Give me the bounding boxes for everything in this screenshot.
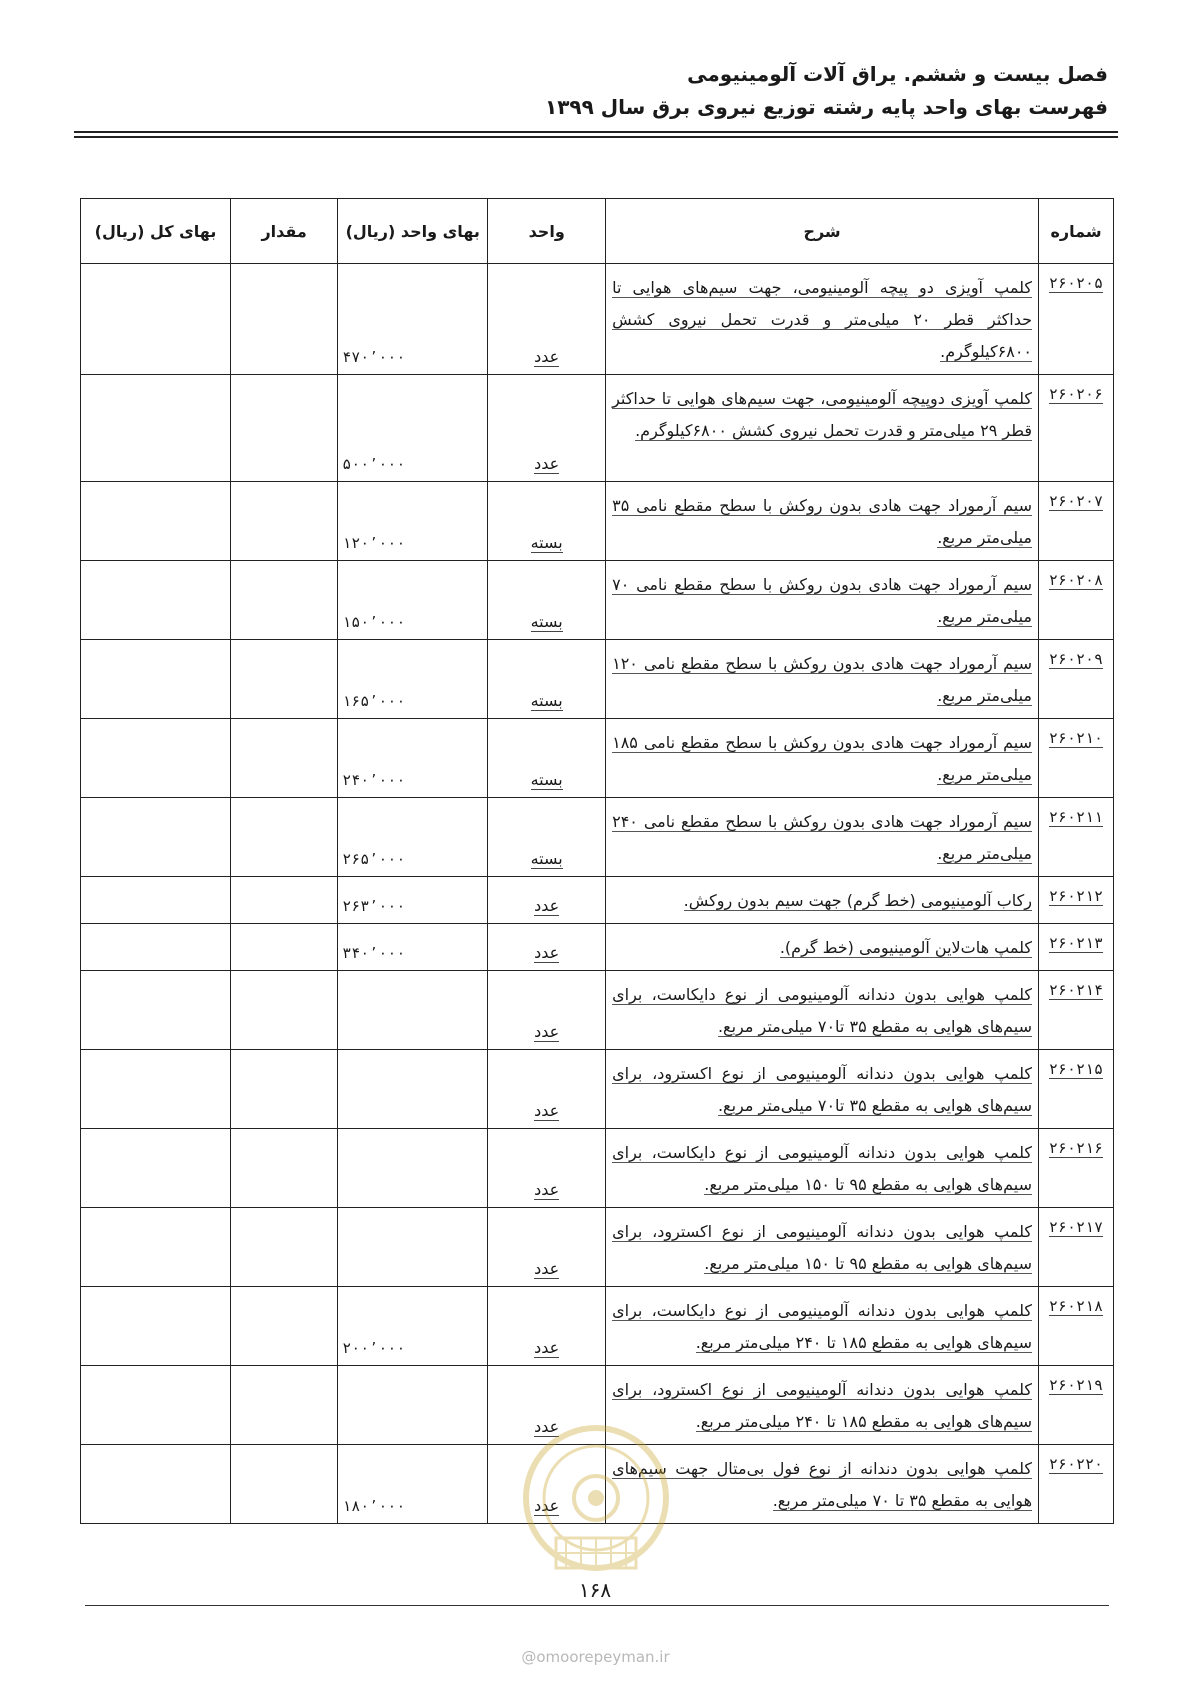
item-number: ۲۶۰۲۱۳ [1048,934,1104,952]
item-number: ۲۶۰۲۰۷ [1048,492,1104,510]
item-unit-cell [488,798,606,877]
column-header-total-price: بهای کل (ریال) [81,199,231,264]
item-total-price [81,924,231,971]
item-unit-price: ۱۸۰٬۰۰۰ [338,1445,488,1524]
table-row [81,561,1114,640]
item-quantity [231,375,338,482]
item-unit: عدد [534,943,560,962]
item-number: ۲۶۰۲۱۴ [1048,981,1104,999]
column-header-number: شماره [1039,199,1114,264]
item-unit: عدد [534,454,560,473]
item-quantity [231,1129,338,1208]
table-row [81,375,1114,482]
item-description: کلمپ هوایی بدون دندانه آلومینیومی از نوع اکسترود، برای سیم‌های هوایی به مقطع ۳۵ تا۷۰ میلی‌متر مربع. [612,1064,1032,1115]
item-number-cell [1039,719,1114,798]
item-unit-price [338,1129,488,1208]
table-row [81,264,1114,375]
item-description: کلمپ آویزی دو پیچه آلومینیومی، جهت سیم‌های هوایی تا حداکثر قطر ۲۰ میلی‌متر و قدرت تحمل نیروی کشش ۶۸۰۰کیلوگرم. [612,278,1032,361]
table-row [81,1366,1114,1445]
item-description: کلمپ هات‌لاین آلومینیومی (خط گرم). [779,938,1032,957]
document-title: فهرست بهای واحد پایه رشته توزیع نیروی برق سال ۱۳۹۹ [545,95,1108,119]
table-row [81,1050,1114,1129]
item-description: کلمپ هوایی بدون دندانه آلومینیومی از نوع دایکاست، برای سیم‌های هوایی به مقطع ۱۸۵ تا ۲۴۰ میلی‌متر مربع. [612,1301,1032,1352]
item-number: ۲۶۰۲۱۲ [1048,887,1104,905]
item-unit-price: ۱۲۰٬۰۰۰ [338,482,488,561]
item-unit: عدد [534,1101,560,1120]
item-description: سیم آرموراد جهت هادی بدون روکش با سطح مقطع نامی ۱۲۰ میلی‌متر مربع. [612,654,1032,705]
item-unit: عدد [534,1338,560,1357]
table-row [81,877,1114,924]
item-description: کلمپ هوایی بدون دندانه از نوع فول بی‌متال جهت سیم‌های هوایی به مقطع ۳۵ تا ۷۰ میلی‌متر مربع. [612,1459,1032,1510]
item-total-price [81,971,231,1050]
item-number-cell [1039,1366,1114,1445]
item-description-cell [606,264,1039,375]
item-number: ۲۶۰۲۱۰ [1048,729,1104,747]
item-unit-price [338,1366,488,1445]
item-total-price [81,561,231,640]
item-number-cell [1039,1287,1114,1366]
header-rule-bottom [74,136,1118,138]
item-number-cell [1039,375,1114,482]
item-description: کلمپ هوایی بدون دندانه آلومینیومی از نوع اکسترود، برای سیم‌های هوایی به مقطع ۱۸۵ تا ۲۴۰ میلی‌متر مربع. [612,1380,1032,1431]
table-row [81,1208,1114,1287]
price-table [80,198,1114,1524]
item-unit: عدد [534,1259,560,1278]
item-number-cell [1039,640,1114,719]
item-description-cell [606,1050,1039,1129]
item-description-cell [606,924,1039,971]
chapter-title: فصل بیست و ششم. یراق آلات آلومینیومی [687,62,1108,86]
item-description: رکاب آلومینیومی (خط گرم) جهت سیم بدون روکش. [683,891,1032,910]
item-unit-cell [488,264,606,375]
table-row [81,798,1114,877]
item-number-cell [1039,1445,1114,1524]
item-unit: بسته [530,612,563,631]
item-description: کلمپ آویزی دوپیچه آلومینیومی، جهت سیم‌های هوایی تا حداکثر قطر ۲۹ میلی‌متر و قدرت تحمل نیروی کشش ۶۸۰۰کیلوگرم. [612,389,1032,440]
item-unit-cell [488,719,606,798]
item-quantity [231,1208,338,1287]
item-unit-cell [488,375,606,482]
item-total-price [81,719,231,798]
item-unit: عدد [534,1180,560,1199]
item-number-cell [1039,924,1114,971]
item-number: ۲۶۰۲۰۹ [1048,650,1104,668]
item-total-price [81,1208,231,1287]
item-number-cell [1039,877,1114,924]
item-quantity [231,482,338,561]
item-description-cell [606,1366,1039,1445]
table-row [81,482,1114,561]
item-number: ۲۶۰۲۱۶ [1048,1139,1104,1157]
item-unit-cell [488,924,606,971]
item-number: ۲۶۰۲۱۸ [1048,1297,1104,1315]
item-unit-price: ۲۰۰٬۰۰۰ [338,1287,488,1366]
item-number-cell [1039,1050,1114,1129]
item-unit-cell [488,1208,606,1287]
item-quantity [231,1366,338,1445]
column-header-unit: واحد [488,199,606,264]
table-row [81,1129,1114,1208]
item-description: کلمپ هوایی بدون دندانه آلومینیومی از نوع اکسترود، برای سیم‌های هوایی به مقطع ۹۵ تا ۱۵۰ میلی‌متر مربع. [612,1222,1032,1273]
item-unit-cell [488,482,606,561]
item-unit: بسته [530,770,563,789]
table-body [81,264,1114,1524]
footer-rule [85,1605,1109,1606]
item-number: ۲۶۰۲۱۹ [1048,1376,1104,1394]
item-description-cell [606,640,1039,719]
item-description: کلمپ هوایی بدون دندانه آلومینیومی از نوع دایکاست، برای سیم‌های هوایی به مقطع ۳۵ تا۷۰ میلی‌متر مربع. [612,985,1032,1036]
item-description-cell [606,798,1039,877]
item-number: ۲۶۰۲۱۱ [1048,808,1104,826]
item-total-price [81,798,231,877]
item-unit-price: ۱۶۵٬۰۰۰ [338,640,488,719]
item-unit: عدد [534,1417,560,1436]
item-description-cell [606,375,1039,482]
item-number: ۲۶۰۲۰۸ [1048,571,1104,589]
item-unit-cell [488,1366,606,1445]
item-description-cell [606,561,1039,640]
item-description-cell [606,1445,1039,1524]
item-number: ۲۶۰۲۰۶ [1048,385,1104,403]
item-description: سیم آرموراد جهت هادی بدون روکش با سطح مقطع نامی ۳۵ میلی‌متر مربع. [612,496,1032,547]
item-quantity [231,971,338,1050]
item-description-cell [606,877,1039,924]
item-unit: عدد [534,896,560,915]
item-total-price [81,877,231,924]
item-unit: بسته [530,691,563,710]
item-number-cell [1039,482,1114,561]
item-quantity [231,561,338,640]
item-description: سیم آرموراد جهت هادی بدون روکش با سطح مقطع نامی ۱۸۵ میلی‌متر مربع. [612,733,1032,784]
item-unit-cell [488,1129,606,1208]
item-number: ۲۶۰۲۱۵ [1048,1060,1104,1078]
item-number: ۲۶۰۲۰۵ [1048,274,1104,292]
item-quantity [231,640,338,719]
table-row [81,1445,1114,1524]
page-header [545,58,1108,124]
item-description-cell [606,1287,1039,1366]
item-total-price [81,1445,231,1524]
item-total-price [81,264,231,375]
item-unit-cell [488,971,606,1050]
item-unit-price [338,1050,488,1129]
item-number: ۲۶۰۲۱۷ [1048,1218,1104,1236]
table-row [81,1287,1114,1366]
item-description: سیم آرموراد جهت هادی بدون روکش با سطح مقطع نامی ۲۴۰ میلی‌متر مربع. [612,812,1032,863]
item-quantity [231,264,338,375]
column-header-quantity: مقدار [231,199,338,264]
item-number-cell [1039,1208,1114,1287]
item-unit-price: ۲۶۵٬۰۰۰ [338,798,488,877]
item-quantity [231,798,338,877]
item-unit-cell [488,1445,606,1524]
item-total-price [81,375,231,482]
item-quantity [231,1445,338,1524]
item-unit-cell [488,1050,606,1129]
item-unit-price [338,971,488,1050]
item-unit: عدد [534,1022,560,1041]
item-unit-price: ۴۷۰٬۰۰۰ [338,264,488,375]
item-description-cell [606,719,1039,798]
item-quantity [231,719,338,798]
item-total-price [81,1287,231,1366]
item-quantity [231,1287,338,1366]
item-number-cell [1039,971,1114,1050]
item-unit-cell [488,640,606,719]
item-unit-price: ۱۵۰٬۰۰۰ [338,561,488,640]
item-number-cell [1039,264,1114,375]
table-header-row [81,199,1114,264]
table-row [81,971,1114,1050]
item-unit-price: ۲۶۳٬۰۰۰ [338,877,488,924]
table-row [81,640,1114,719]
item-total-price [81,482,231,561]
column-header-unit-price: بهای واحد (ریال) [338,199,488,264]
table-row [81,719,1114,798]
item-quantity [231,877,338,924]
item-number-cell [1039,561,1114,640]
header-rule-top [74,131,1118,133]
item-description-cell [606,482,1039,561]
item-description-cell [606,1129,1039,1208]
item-quantity [231,1050,338,1129]
item-unit-price [338,1208,488,1287]
item-total-price [81,1129,231,1208]
item-description: کلمپ هوایی بدون دندانه آلومینیومی از نوع دایکاست، برای سیم‌های هوایی به مقطع ۹۵ تا ۱۵۰ میلی‌متر مربع. [612,1143,1032,1194]
item-unit-price: ۳۴۰٬۰۰۰ [338,924,488,971]
item-unit: عدد [534,347,560,366]
item-number-cell [1039,798,1114,877]
item-unit-price: ۵۰۰٬۰۰۰ [338,375,488,482]
item-description: سیم آرموراد جهت هادی بدون روکش با سطح مقطع نامی ۷۰ میلی‌متر مربع. [612,575,1032,626]
item-description-cell [606,971,1039,1050]
item-number: ۲۶۰۲۲۰ [1048,1455,1104,1473]
item-unit-cell [488,877,606,924]
item-number-cell [1039,1129,1114,1208]
item-description-cell [606,1208,1039,1287]
watermark-text: @omoorepeyman.ir [521,1648,670,1666]
item-unit-cell [488,1287,606,1366]
item-unit: بسته [530,849,563,868]
item-total-price [81,1050,231,1129]
item-unit-price: ۲۴۰٬۰۰۰ [338,719,488,798]
item-unit: بسته [530,533,563,552]
page-number: ۱۶۸ [578,1578,612,1602]
column-header-description: شرح [606,199,1039,264]
item-total-price [81,1366,231,1445]
table-row [81,924,1114,971]
item-unit-cell [488,561,606,640]
item-total-price [81,640,231,719]
item-quantity [231,924,338,971]
item-unit: عدد [534,1496,560,1515]
